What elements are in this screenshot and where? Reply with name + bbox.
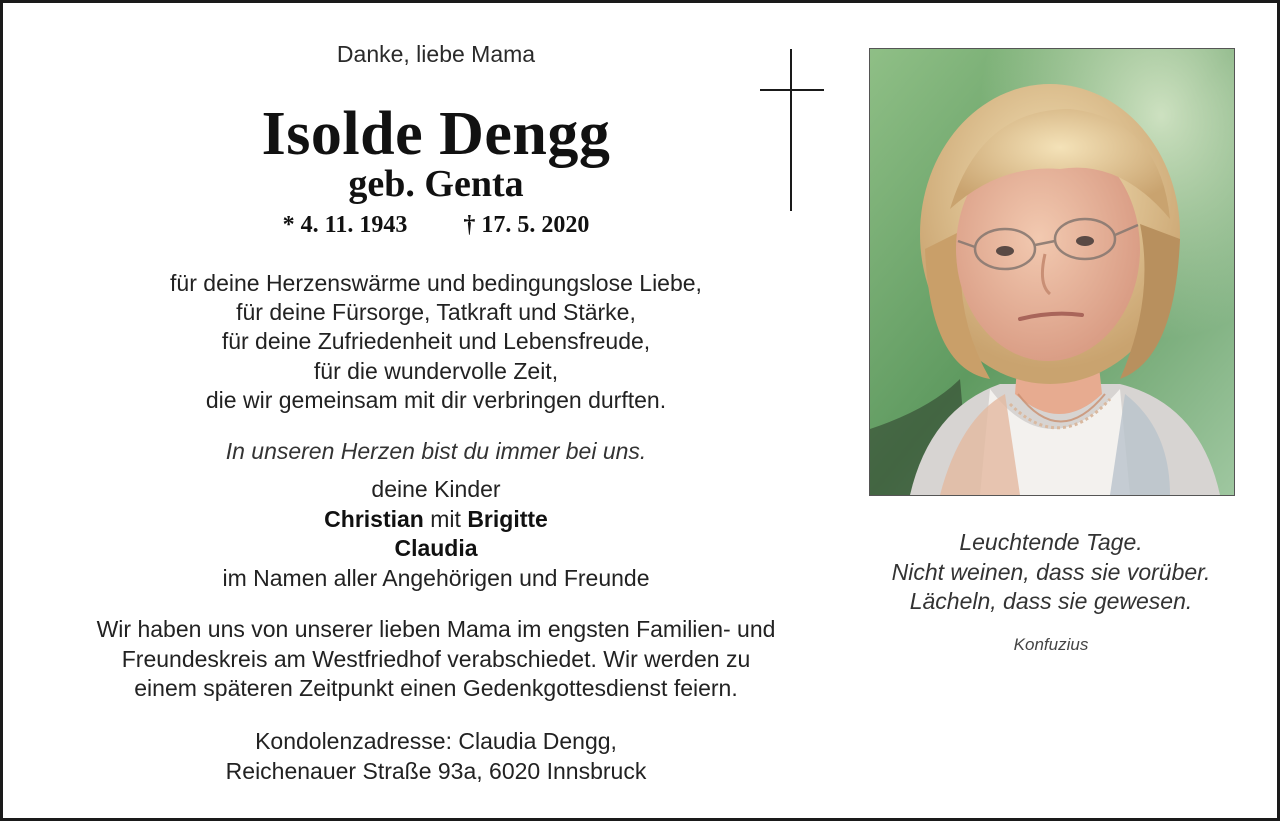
address-line: Kondolenzadresse: Claudia Dengg, [255, 728, 617, 754]
funeral-notice [23, 615, 849, 704]
cross-icon [760, 49, 824, 211]
death-date: † 17. 5. 2020 [463, 212, 590, 238]
cross-horizontal-bar [760, 89, 824, 91]
portrait-illustration [870, 49, 1234, 495]
quote-block [849, 528, 1253, 617]
tribute-poem [23, 269, 849, 415]
family-children-line [23, 505, 849, 535]
poem-line: für die wundervolle Zeit, [313, 357, 559, 384]
notice-line: Wir haben uns von unserer lieben Mama im engsten Familien- und [96, 616, 776, 642]
quote-line: Lächeln, dass sie gewesen. [909, 588, 1193, 614]
maiden-name: geb. Genta [348, 163, 524, 205]
family-child-line [23, 534, 849, 564]
deceased-name: Isolde Dengg [261, 100, 611, 168]
child-name: Claudia [394, 535, 478, 561]
address-line: Reichenauer Straße 93a, 6020 Innsbruck [225, 757, 647, 784]
notice-line: einem späteren Zeitpunkt einen Gedenkgottesdienst feiern. [134, 675, 738, 701]
motto-line: In unseren Herzen bist du immer bei uns. [225, 438, 647, 464]
notice-line: Freundeskreis am Westfriedhof verabschiedet. Wir werden zu [121, 645, 751, 672]
family-intro: deine Kinder [371, 476, 501, 502]
poem-line: für deine Herzenswärme und bedingungslose Liebe, [170, 270, 702, 296]
condolence-address [23, 727, 849, 786]
poem-line: für deine Zufriedenheit und Lebensfreude, [221, 328, 651, 355]
connector-word: mit [430, 505, 461, 532]
partner-name: Brigitte [467, 505, 548, 532]
thanks-heading: Danke, liebe Mama [336, 41, 536, 67]
life-dates [23, 212, 849, 239]
portrait-photo [869, 48, 1235, 496]
child-name: Christian [324, 505, 424, 532]
poem-line: die wir gemeinsam mit dir verbringen durften. [205, 386, 667, 413]
family-closing: im Namen aller Angehörigen und Freunde [222, 564, 650, 591]
poem-line: für deine Fürsorge, Tatkraft und Stärke, [236, 299, 636, 326]
cross-vertical-bar [790, 49, 792, 211]
mourners-block [23, 475, 849, 593]
quote-line: Nicht weinen, dass sie vorüber. [891, 558, 1211, 585]
quote-line: Leuchtende Tage. [959, 529, 1143, 555]
quote-author: Konfuzius [1013, 635, 1089, 654]
birth-date: * 4. 11. 1943 [282, 212, 408, 238]
